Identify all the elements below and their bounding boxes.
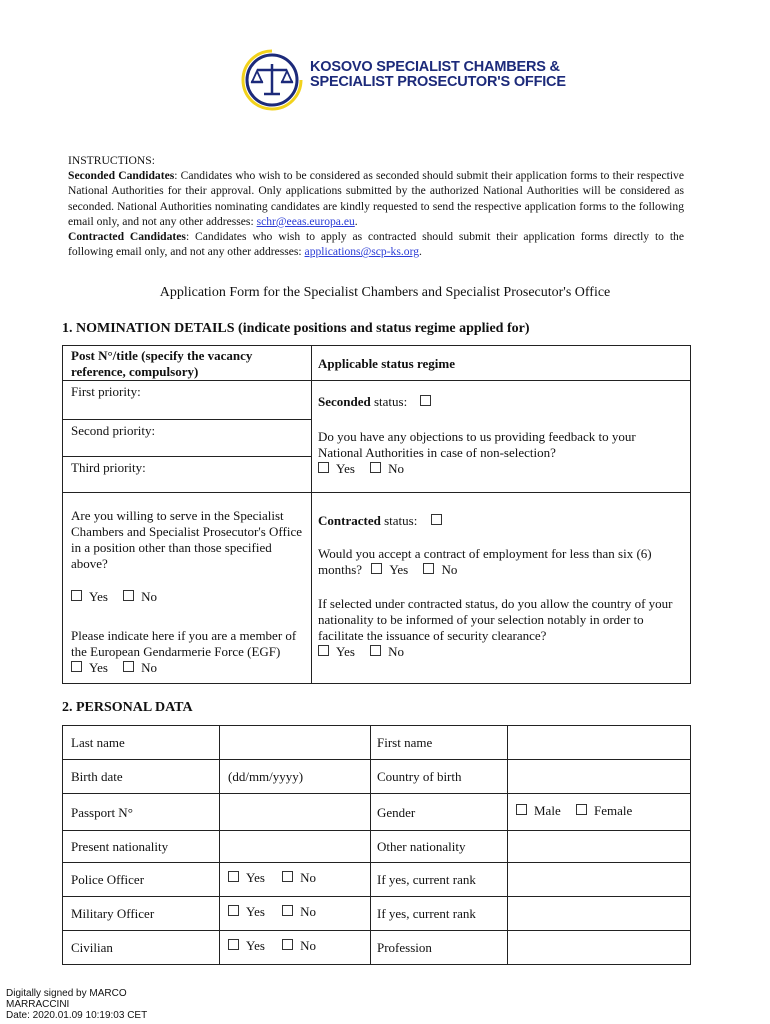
org-name-line1: KOSOVO SPECIALIST CHAMBERS & [310, 59, 560, 75]
first-priority-field[interactable] [63, 381, 312, 420]
signature-line1: Digitally signed by MARCO [6, 988, 127, 999]
country-of-birth-field[interactable] [508, 760, 691, 794]
egf-answers: Yes No [71, 660, 157, 676]
seconded-checkbox[interactable] [420, 395, 431, 406]
contract-yes-checkbox[interactable] [371, 563, 382, 574]
contracted-checkbox[interactable] [431, 514, 442, 525]
profession-field[interactable] [508, 931, 691, 965]
second-priority-field[interactable] [63, 420, 312, 457]
objection-question: Do you have any objections to us providing feedback to your National Authorities in case of non-selection? [318, 429, 636, 460]
military-no-checkbox[interactable] [282, 905, 293, 916]
egf-question: Please indicate here if you are a member of the European Gendarmerie Force (EGF) [71, 628, 297, 659]
signature-date: Date: 2020.01.09 10:19:03 CET [6, 1010, 148, 1021]
org-name-line2: SPECIALIST PROSECUTOR'S OFFICE [310, 74, 566, 90]
military-rank-label: If yes, current rank [377, 906, 476, 921]
objection-answers: Yes No [318, 461, 404, 477]
first-name-field[interactable] [508, 726, 691, 760]
willing-yes-checkbox[interactable] [71, 590, 82, 601]
other-nationality-label: Other nationality [377, 839, 466, 854]
male-checkbox[interactable] [516, 804, 527, 815]
police-no-checkbox[interactable] [282, 871, 293, 882]
section2-heading: 2. PERSONAL DATA [62, 700, 193, 715]
gender-label: Gender [377, 805, 416, 820]
form-title: Application Form for the Specialist Chambers and Specialist Prosecutor's Office [159, 285, 611, 300]
digital-signature [6, 988, 147, 1021]
seconded-email-link[interactable]: schr@eeas.europa.eu [256, 214, 355, 228]
military-options: Yes No [228, 904, 316, 920]
civilian-no-checkbox[interactable] [282, 939, 293, 950]
gender-options: Male Female [516, 803, 632, 819]
egf-yes-checkbox[interactable] [71, 661, 82, 672]
willing-question: Are you willing to serve in the Specialist Chambers and Specialist Prosecutor's Office in a position other than those specified above? [71, 508, 302, 571]
contract-no-checkbox[interactable] [423, 563, 434, 574]
nationality-no-checkbox[interactable] [370, 645, 381, 656]
last-name-field[interactable] [220, 726, 371, 760]
birth-date-field[interactable] [220, 760, 371, 794]
present-nationality-field[interactable] [220, 831, 371, 863]
third-priority-field[interactable] [63, 457, 312, 493]
female-checkbox[interactable] [576, 804, 587, 815]
court-logo [240, 48, 304, 112]
police-options: Yes No [228, 870, 316, 886]
first-priority-label: First priority: [71, 384, 141, 399]
instructions-heading: INSTRUCTIONS: [68, 154, 155, 167]
country-of-birth-label: Country of birth [377, 769, 462, 784]
police-rank-label: If yes, current rank [377, 872, 476, 887]
military-officer-label: Military Officer [71, 906, 155, 921]
civilian-yes-checkbox[interactable] [228, 939, 239, 950]
contracted-instructions: Contracted Candidates: Candidates who wish to apply as contracted should submit their application forms directly to the following email only, and not any other addresses: applications@scp-ks.org. [68, 230, 684, 259]
present-nationality-label: Present nationality [71, 839, 169, 854]
civilian-label: Civilian [71, 940, 113, 955]
third-priority-label: Third priority: [71, 460, 146, 475]
nomination-table [62, 345, 691, 684]
seconded-instructions: Seconded Candidates: Candidates who wish to be considered as seconded should submit their application forms to their respective National Authorities for their approval. Only applications submitted by the authorized National Authorities will be considered as seconded. National Authorities nominating candidates are kindly requested to send the respective application forms to the following email only, and not any other addresses: schr@eeas.europa.eu. [68, 169, 684, 228]
section1-heading: 1. NOMINATION DETAILS (indicate positions and status regime applied for) [62, 321, 530, 336]
willing-no-checkbox[interactable] [123, 590, 134, 601]
nationality-question: If selected under contracted status, do you allow the country of your nationality to be informed of your selection notably in order to facilitate the issuance of security clearance? [318, 596, 673, 643]
nationality-yes-checkbox[interactable] [318, 645, 329, 656]
military-rank-field[interactable] [508, 897, 691, 931]
passport-field[interactable] [220, 794, 371, 831]
police-rank-field[interactable] [508, 863, 691, 897]
birth-date-hint: (dd/mm/yyyy) [228, 769, 304, 784]
other-nationality-field[interactable] [508, 831, 691, 863]
objection-yes-checkbox[interactable] [318, 462, 329, 473]
signature-line2: MARRACCINI [6, 999, 70, 1010]
second-priority-label: Second priority: [71, 423, 156, 438]
birth-date-label: Birth date [71, 769, 123, 784]
egf-no-checkbox[interactable] [123, 661, 134, 672]
seconded-status-row: Seconded status: [318, 394, 438, 410]
police-officer-label: Police Officer [71, 872, 145, 887]
willing-answers: Yes No [71, 589, 157, 605]
civilian-options: Yes No [228, 938, 316, 954]
nationality-answers: Yes No [318, 644, 404, 660]
personal-data-table [62, 725, 691, 965]
military-yes-checkbox[interactable] [228, 905, 239, 916]
objection-no-checkbox[interactable] [370, 462, 381, 473]
profession-label: Profession [377, 940, 432, 955]
scales-of-justice-icon [240, 48, 304, 112]
status-regime-header: Applicable status regime [318, 356, 455, 371]
last-name-label: Last name [71, 735, 125, 750]
contract-question: Would you accept a contract of employment for less than six (6) months? Yes No [318, 546, 652, 577]
instructions [68, 153, 684, 259]
passport-label: Passport N° [71, 805, 133, 820]
first-name-label: First name [377, 735, 433, 750]
contracted-email-link[interactable]: applications@scp-ks.org [304, 245, 420, 259]
post-title-header: Post N°/title (specify the vacancy reference, compulsory) [71, 348, 253, 379]
contracted-status-row: Contracted status: [318, 513, 449, 529]
police-yes-checkbox[interactable] [228, 871, 239, 882]
